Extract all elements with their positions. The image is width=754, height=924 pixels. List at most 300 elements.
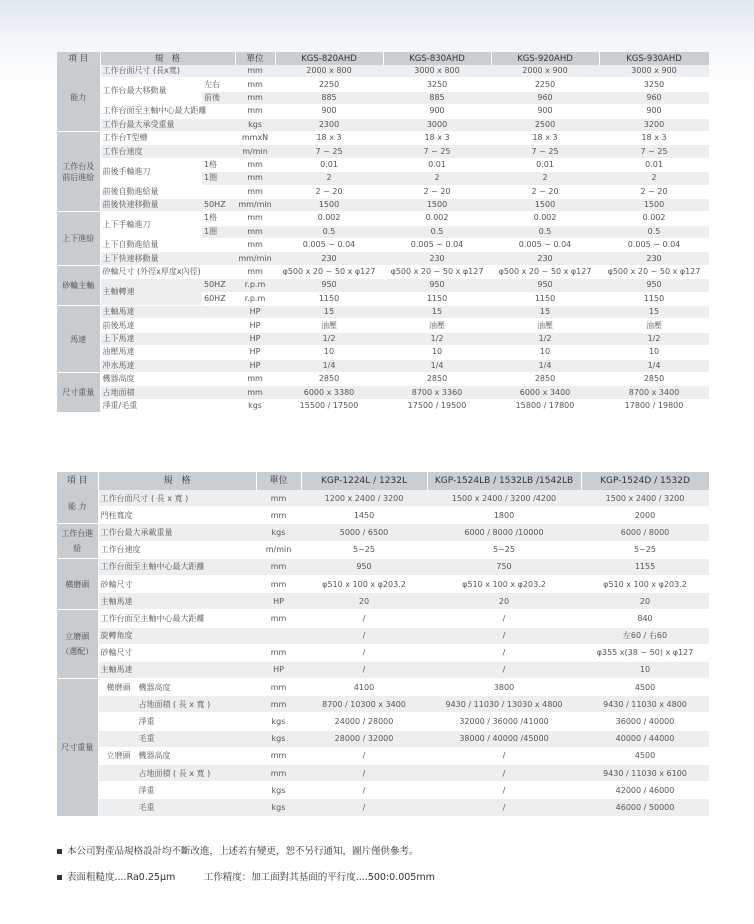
value-cell: 10 <box>275 346 383 359</box>
spec-label: 淨重 <box>138 785 155 795</box>
table-row <box>57 610 709 627</box>
unit-cell: r.p.m <box>235 279 275 292</box>
spec-label: 工作台面尺寸 ( 長 x 寬 ) <box>98 490 256 507</box>
spec-sublabel: 左右 <box>202 78 235 91</box>
value-cell: 0.5 <box>491 225 599 238</box>
unit-cell: kgs <box>235 118 275 131</box>
value-cell: 15 <box>599 306 709 319</box>
spec-label: 主軸馬達 <box>100 306 235 319</box>
table-row <box>57 399 709 412</box>
note-line <box>57 843 435 857</box>
bullet-icon <box>57 849 62 854</box>
table-row <box>57 158 709 171</box>
value-cell: / <box>427 661 581 678</box>
value-cell: 230 <box>599 252 709 265</box>
spec-label-split <box>99 800 257 815</box>
subgroup-label <box>99 800 139 815</box>
value-cell: 1/2 <box>599 332 709 345</box>
value-cell: 750 <box>427 558 581 575</box>
value-cell: 0.01 <box>275 158 383 171</box>
value-cell: 2250 <box>491 78 599 91</box>
spec-label-split <box>99 731 257 746</box>
value-cell: 15800 / 17800 <box>491 399 599 412</box>
spec-label: 前後快速移動量 <box>100 198 202 211</box>
value-cell: 900 <box>275 105 383 118</box>
value-cell: 230 <box>491 252 599 265</box>
header-spec: 規 格 <box>98 472 256 490</box>
header-model: KGP-1224L / 1232L <box>301 472 427 490</box>
table-row <box>57 131 709 144</box>
table-header-row <box>57 472 709 490</box>
spec-label: 機器高度 <box>138 682 171 692</box>
value-cell: 0.005 ~ 0.04 <box>275 239 383 252</box>
value-cell: 1450 <box>301 507 427 524</box>
table-row <box>57 239 709 252</box>
value-cell: 4100 <box>301 679 427 696</box>
value-cell: / <box>301 627 427 644</box>
group-label: 能力 <box>57 65 100 131</box>
table-row <box>57 198 709 211</box>
table-row <box>57 747 709 764</box>
value-cell: 6000 / 8000 <box>581 524 709 541</box>
header-model: KGS-930AHD <box>599 52 709 65</box>
unit-cell: mm <box>256 765 301 782</box>
value-cell: 950 <box>301 558 427 575</box>
spec-label: 毛重 <box>138 802 155 812</box>
spec-sublabel: 60HZ <box>202 292 235 305</box>
value-cell: 1150 <box>599 292 709 305</box>
unit-cell: r.p.m <box>235 292 275 305</box>
value-cell: 1500 x 2400 / 3200 /4200 <box>427 490 581 507</box>
value-cell: 2850 <box>275 372 383 385</box>
value-cell: 6000 x 3380 <box>275 386 383 399</box>
spec-label-split <box>99 748 257 763</box>
spec-label: 主軸馬達 <box>98 661 256 678</box>
table-row <box>57 105 709 118</box>
table-header-row <box>57 52 709 65</box>
unit-cell: mm <box>256 507 301 524</box>
value-cell: 0.005 ~ 0.04 <box>491 239 599 252</box>
table-row <box>57 679 709 696</box>
table-row <box>57 575 709 592</box>
group-label: 砂輪主軸 <box>57 265 100 305</box>
table-row <box>57 65 709 78</box>
value-cell: 1500 x 2400 / 3200 <box>581 490 709 507</box>
value-cell: 1/2 <box>491 332 599 345</box>
spec-label: 前後馬達 <box>100 319 235 332</box>
value-cell: 2850 <box>491 372 599 385</box>
value-cell: 960 <box>599 91 709 104</box>
value-cell: 8700 x 3360 <box>383 386 491 399</box>
value-cell: 0.01 <box>491 158 599 171</box>
subgroup-label <box>99 731 139 746</box>
unit-cell: HP <box>235 319 275 332</box>
spec-label-cell <box>98 747 256 764</box>
unit-cell: mm <box>235 225 275 238</box>
table-row <box>57 279 709 292</box>
value-cell: φ500 x 20 ~ 50 x φ127 <box>491 265 599 278</box>
spec-label: 淨重 <box>138 717 155 727</box>
value-cell: 900 <box>383 105 491 118</box>
unit-cell: HP <box>235 332 275 345</box>
value-cell: 960 <box>491 91 599 104</box>
value-cell: 2 ~ 20 <box>491 185 599 198</box>
value-cell: 0.005 ~ 0.04 <box>383 239 491 252</box>
spec-sublabel: 50HZ <box>202 198 235 211</box>
header-item: 項 目 <box>57 52 100 65</box>
unit-cell: kgs <box>256 524 301 541</box>
unit-cell: mm <box>235 91 275 104</box>
value-cell: 1/4 <box>383 359 491 372</box>
value-cell: 20 <box>581 593 709 610</box>
table-row <box>57 78 709 91</box>
unit-cell: m/min <box>256 541 301 558</box>
table-row <box>57 332 709 345</box>
value-cell: 1150 <box>491 292 599 305</box>
value-cell: 油壓 <box>383 319 491 332</box>
value-cell: 36000 / 40000 <box>581 713 709 730</box>
value-cell: 2850 <box>383 372 491 385</box>
value-cell: 6000 / 8000 /10000 <box>427 524 581 541</box>
value-cell: 7 ~ 25 <box>275 145 383 158</box>
unit-cell: HP <box>256 593 301 610</box>
table-row <box>57 730 709 747</box>
value-cell: 0.5 <box>275 225 383 238</box>
table-row <box>57 185 709 198</box>
spec-label-split <box>99 680 257 695</box>
table-row <box>57 212 709 225</box>
spec-label: 工作台速度 <box>100 145 235 158</box>
spec-sublabel: 前後 <box>202 91 235 104</box>
value-cell: 1500 <box>599 198 709 211</box>
value-cell: 油壓 <box>275 319 383 332</box>
subgroup-label: 立磨頭 <box>106 751 131 761</box>
value-cell: / <box>427 765 581 782</box>
value-cell: 6000 x 3400 <box>491 386 599 399</box>
spec-label: 工作台速度 <box>98 541 256 558</box>
table-row <box>57 359 709 372</box>
unit-cell: m/min <box>235 145 275 158</box>
value-cell: 885 <box>383 91 491 104</box>
subgroup-label <box>99 766 139 781</box>
value-cell: 1/4 <box>491 359 599 372</box>
table-row <box>57 558 709 575</box>
table-row <box>57 490 709 507</box>
table-row <box>57 265 709 278</box>
table-row <box>57 661 709 678</box>
value-cell: 46000 / 50000 <box>581 799 709 816</box>
spec-label: 工作台面至主軸中心最大距離 <box>98 610 256 627</box>
unit-cell: mm <box>235 105 275 118</box>
unit-cell: mm <box>235 78 275 91</box>
spec-label: 機器高度 <box>100 372 235 385</box>
spec-sublabel: 50HZ <box>202 279 235 292</box>
value-cell: 230 <box>383 252 491 265</box>
value-cell: 4500 <box>581 747 709 764</box>
value-cell: 5~25 <box>301 541 427 558</box>
spec-label: 占地面積 ( 長 x 寬 ) <box>138 768 211 778</box>
value-cell: / <box>301 799 427 816</box>
value-cell: 3000 <box>383 118 491 131</box>
unit-cell: HP <box>256 661 301 678</box>
value-cell: 950 <box>491 279 599 292</box>
unit-cell: mmxN <box>235 131 275 144</box>
value-cell: φ510 x 100 x φ203.2 <box>427 575 581 592</box>
value-cell: 0.002 <box>491 212 599 225</box>
value-cell: 1500 <box>491 198 599 211</box>
value-cell: 1/4 <box>275 359 383 372</box>
spec-label: 砂輪尺寸 <box>98 575 256 592</box>
unit-cell: mm <box>235 372 275 385</box>
table-row <box>57 252 709 265</box>
spec-label-split <box>99 766 257 781</box>
spec-label: 上下手輪進刀 <box>100 212 202 239</box>
unit-cell: mm <box>256 610 301 627</box>
value-cell: / <box>301 661 427 678</box>
value-cell: 18 x 3 <box>599 131 709 144</box>
table-row <box>57 696 709 713</box>
value-cell: 9430 / 11030 / 13030 x 4800 <box>427 696 581 713</box>
value-cell: 0.01 <box>599 158 709 171</box>
value-cell: 5~25 <box>581 541 709 558</box>
footnotes <box>57 843 435 895</box>
unit-cell <box>256 627 301 644</box>
spec-label: 工作台最大承受重量 <box>100 118 235 131</box>
spec-label-split <box>99 783 257 798</box>
value-cell: / <box>427 610 581 627</box>
value-cell: φ500 x 20 ~ 50 x φ127 <box>383 265 491 278</box>
value-cell: 2000 x 900 <box>491 65 599 78</box>
unit-cell: mm <box>256 747 301 764</box>
spec-label: 前後自動進給量 <box>100 185 235 198</box>
value-cell: 左60 / 右60 <box>581 627 709 644</box>
unit-cell: kgs <box>256 730 301 747</box>
spec-label: 毛重 <box>138 734 155 744</box>
value-cell: φ510 x 100 x φ203.2 <box>301 575 427 592</box>
spec-label: 工作台面至主軸中心最大距離 <box>100 105 235 118</box>
subgroup-label <box>99 697 139 712</box>
header-spec: 規 格 <box>100 52 235 65</box>
unit-cell: mm <box>256 575 301 592</box>
value-cell: 9430 / 11030 x 6100 <box>581 765 709 782</box>
unit-cell: kgs <box>235 399 275 412</box>
value-cell: 3200 <box>599 118 709 131</box>
spec-sublabel: 1格 <box>202 158 235 171</box>
value-cell: 油壓 <box>599 319 709 332</box>
value-cell: / <box>301 765 427 782</box>
value-cell: 900 <box>599 105 709 118</box>
table-row <box>57 593 709 610</box>
unit-cell: HP <box>235 359 275 372</box>
table-body <box>57 65 709 413</box>
value-cell: 15 <box>491 306 599 319</box>
value-cell: 2 <box>383 172 491 185</box>
value-cell: 28000 / 32000 <box>301 730 427 747</box>
value-cell: 0.5 <box>599 225 709 238</box>
unit-cell: mm <box>256 558 301 575</box>
value-cell: 885 <box>275 91 383 104</box>
value-cell: φ510 x 100 x φ203.2 <box>581 575 709 592</box>
value-cell: 9430 / 11030 x 4800 <box>581 696 709 713</box>
unit-cell: kgs <box>256 782 301 799</box>
unit-cell: mm <box>235 265 275 278</box>
value-cell: 32000 / 36000 /41000 <box>427 713 581 730</box>
header-model: KGP-1524D / 1532D <box>581 472 709 490</box>
value-cell: / <box>301 782 427 799</box>
unit-cell: HP <box>235 346 275 359</box>
table-row <box>57 765 709 782</box>
spec-label-cell <box>98 782 256 799</box>
table-body <box>57 490 709 816</box>
group-label: 能 力 <box>57 490 98 524</box>
value-cell: 10 <box>491 346 599 359</box>
value-cell: 2000 x 800 <box>275 65 383 78</box>
unit-cell: mm <box>256 679 301 696</box>
value-cell: 230 <box>275 252 383 265</box>
value-cell: 2 ~ 20 <box>275 185 383 198</box>
note-text: 本公司對產品規格設計均不斷改進，上述若有變更，恕不另行通知，圖片僅供參考。 <box>67 846 419 857</box>
spec-label: 主軸馬達 <box>98 593 256 610</box>
value-cell: 0.002 <box>599 212 709 225</box>
spec-label: 占地面積 ( 長 x 寬 ) <box>138 699 211 709</box>
bullet-icon <box>57 875 62 880</box>
spec-table-kgp <box>57 472 710 817</box>
value-cell: 7 ~ 25 <box>599 145 709 158</box>
value-cell: 8700 x 3400 <box>599 386 709 399</box>
unit-cell: mm <box>235 185 275 198</box>
value-cell: 18 x 3 <box>275 131 383 144</box>
note-text: 表面粗糙度....Ra0.25μm 工作精度：加工面對其基面的平行度....500:0.005mm <box>67 872 435 883</box>
table-row <box>57 372 709 385</box>
value-cell: / <box>301 644 427 661</box>
spec-label: 冲水馬達 <box>100 359 235 372</box>
value-cell: 7 ~ 25 <box>491 145 599 158</box>
table-row <box>57 118 709 131</box>
value-cell: 950 <box>383 279 491 292</box>
spec-sublabel: 1圈 <box>202 225 235 238</box>
value-cell: 18 x 3 <box>491 131 599 144</box>
value-cell: 40000 / 44000 <box>581 730 709 747</box>
value-cell: 10 <box>581 661 709 678</box>
value-cell: 42000 / 46000 <box>581 782 709 799</box>
value-cell: 5000 / 6500 <box>301 524 427 541</box>
group-label: 工作台進給 <box>57 524 98 558</box>
subgroup-label <box>99 714 139 729</box>
spec-label: 占地面積 <box>100 386 235 399</box>
spec-label-split <box>99 697 257 712</box>
note-line <box>57 869 435 883</box>
value-cell: 1/4 <box>599 359 709 372</box>
value-cell: φ500 x 20 ~ 50 x φ127 <box>275 265 383 278</box>
unit-cell: mm <box>256 644 301 661</box>
spec-table-kgs <box>57 52 710 413</box>
table-row <box>57 541 709 558</box>
subgroup-label: 橫磨頭 <box>106 682 131 692</box>
value-cell: 18 x 3 <box>383 131 491 144</box>
value-cell: 0.5 <box>383 225 491 238</box>
value-cell: 1/2 <box>383 332 491 345</box>
value-cell: 38000 / 40000 /45000 <box>427 730 581 747</box>
spec-label: 機器高度 <box>138 751 171 761</box>
value-cell: 24000 / 28000 <box>301 713 427 730</box>
value-cell: 1150 <box>383 292 491 305</box>
unit-cell: mm <box>235 386 275 399</box>
unit-cell: HP <box>235 306 275 319</box>
unit-cell: mm/min <box>235 252 275 265</box>
table-row <box>57 507 709 524</box>
value-cell: 15 <box>383 306 491 319</box>
table-row <box>57 145 709 158</box>
spec-label: 旋轉角度 <box>98 627 256 644</box>
header-item: 項 目 <box>57 472 98 490</box>
value-cell: 3250 <box>383 78 491 91</box>
value-cell: 3250 <box>599 78 709 91</box>
group-label: 尺寸重量 <box>57 372 100 412</box>
table-row <box>57 319 709 332</box>
value-cell: 17500 / 19500 <box>383 399 491 412</box>
value-cell: 15 <box>275 306 383 319</box>
value-cell: 15500 / 17500 <box>275 399 383 412</box>
value-cell: 7 ~ 25 <box>383 145 491 158</box>
value-cell: 1/2 <box>275 332 383 345</box>
value-cell: 3000 x 800 <box>383 65 491 78</box>
unit-cell: mm <box>256 490 301 507</box>
value-cell: 20 <box>427 593 581 610</box>
unit-cell: mm/min <box>235 198 275 211</box>
unit-cell: mm <box>235 158 275 171</box>
value-cell: 4500 <box>581 679 709 696</box>
value-cell: 2 <box>275 172 383 185</box>
value-cell: 950 <box>275 279 383 292</box>
header-model: KGS-920AHD <box>491 52 599 65</box>
value-cell: 950 <box>599 279 709 292</box>
value-cell: 2 ~ 20 <box>599 185 709 198</box>
unit-cell: kgs <box>256 713 301 730</box>
header-unit: 單位 <box>235 52 275 65</box>
spec-label: 砂輪尺寸 <box>98 644 256 661</box>
table-row <box>57 782 709 799</box>
spec-label-split <box>99 714 257 729</box>
spec-label: 上下馬達 <box>100 332 235 345</box>
spec-label-cell <box>98 765 256 782</box>
value-cell: 10 <box>599 346 709 359</box>
group-label: 工作台及前后進給 <box>57 131 100 211</box>
subgroup-label <box>99 783 139 798</box>
table-row <box>57 627 709 644</box>
value-cell: 2500 <box>491 118 599 131</box>
spec-label-cell <box>98 730 256 747</box>
value-cell: 2250 <box>275 78 383 91</box>
table-row <box>57 386 709 399</box>
group-label: 馬達 <box>57 306 100 373</box>
value-cell: / <box>427 799 581 816</box>
value-cell: 3800 <box>427 679 581 696</box>
table-row <box>57 346 709 359</box>
value-cell: 10 <box>383 346 491 359</box>
value-cell: 1500 <box>383 198 491 211</box>
spec-label-cell <box>98 679 256 696</box>
group-label: 立磨頭（選配） <box>57 610 98 679</box>
value-cell: 1500 <box>275 198 383 211</box>
spec-label: 工作台面至主軸中心最大距離 <box>98 558 256 575</box>
value-cell: 1800 <box>427 507 581 524</box>
value-cell: / <box>427 747 581 764</box>
spec-label: 上下自動進給量 <box>100 239 235 252</box>
spec-label-cell <box>98 713 256 730</box>
value-cell: 2 <box>491 172 599 185</box>
value-cell: / <box>427 627 581 644</box>
header-model: KGS-820AHD <box>275 52 383 65</box>
